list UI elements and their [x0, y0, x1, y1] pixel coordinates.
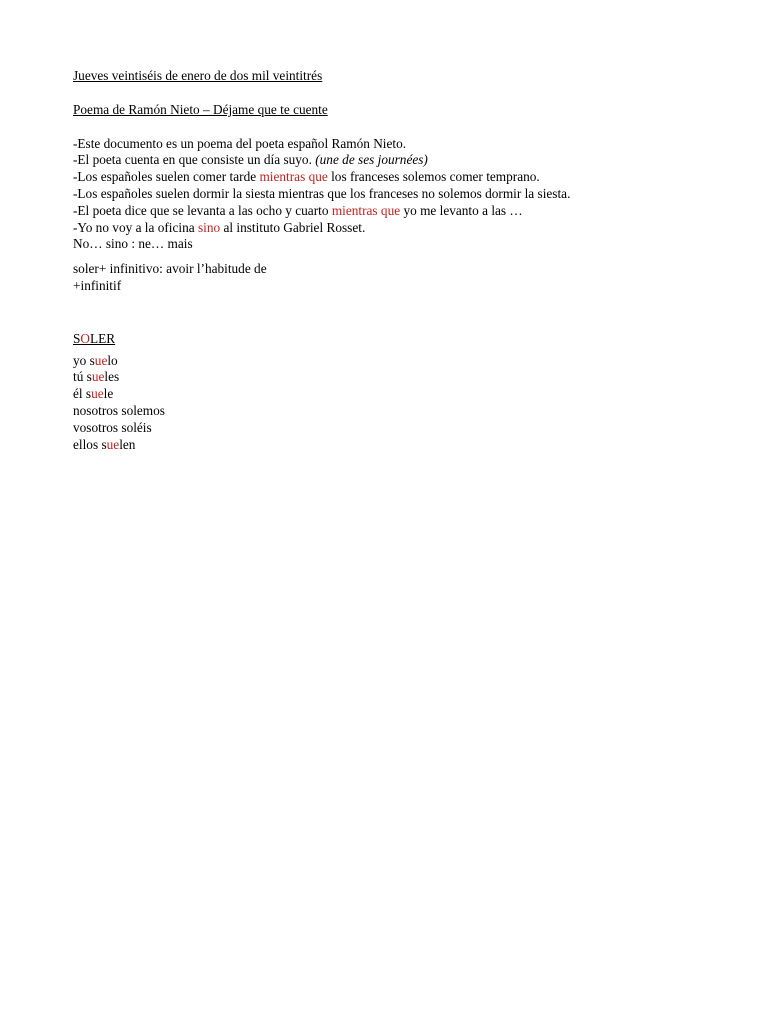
conjugation-text: le [103, 386, 114, 402]
conjugation-text: vosotros soléis [73, 419, 152, 435]
verb-heading-highlight: O [80, 330, 91, 346]
bullet-text: -Este documento es un poema del poeta español Ramón Nieto. [73, 135, 407, 151]
bullet-text: -Los españoles suelen dormir la siesta mientras que los franceses no solemos dormir la siesta. [73, 185, 571, 201]
usage-note [73, 261, 708, 295]
bullet-line [73, 136, 708, 153]
bullet-text: -Yo no voy a la oficina [73, 219, 198, 235]
bullet-text: los franceses solemos comer temprano. [327, 169, 540, 185]
conjugation-text: ellos s [73, 436, 107, 452]
conjugation-highlight: ue [91, 369, 105, 385]
bullet-line [73, 236, 708, 253]
bullet-highlight: mientras que [259, 169, 328, 185]
bullet-line [73, 152, 708, 169]
conjugation-highlight: ue [91, 386, 104, 402]
bullet-line [73, 220, 708, 237]
bullet-text: al instituto Gabriel Rosset. [220, 219, 366, 235]
bullet-text: -El poeta cuenta en que consiste un día suyo. [73, 152, 316, 168]
conjugation-highlight: ue [94, 352, 108, 368]
conjugation-row [73, 420, 708, 437]
conjugation-row [73, 353, 708, 370]
conjugation-row [73, 386, 708, 403]
bullet-line [73, 186, 708, 203]
bullet-line [73, 203, 708, 220]
note-line: +infinitif [73, 277, 122, 293]
note-line: soler+ infinitivo: avoir l’habitude de [73, 261, 267, 277]
conjugation-text: lo [107, 352, 118, 368]
conjugation-text: les [104, 369, 120, 385]
bullet-highlight: sino [197, 219, 221, 235]
conjugation-row [73, 437, 708, 454]
poem-title: Poema de Ramón Nieto – Déjame que te cuente [73, 101, 328, 117]
bullet-text: -El poeta dice que se levanta a las ocho y cuarto [73, 202, 332, 218]
conjugation-row [73, 403, 708, 420]
conjugation-text: tú s [73, 369, 92, 385]
bullet-translation: (une de ses journées) [315, 152, 428, 168]
date-line: Jueves veintiséis de enero de dos mil veintitrés [73, 68, 323, 83]
bullet-list [73, 136, 708, 254]
bullet-text: yo me levanto a las … [400, 202, 523, 218]
conjugation-text: len [119, 436, 136, 452]
bullet-highlight: mientras que [331, 202, 401, 218]
verb-heading [73, 331, 708, 348]
conjugation-text: nosotros solemos [73, 402, 165, 418]
bullet-line [73, 169, 708, 186]
conjugation-highlight: ue [106, 436, 120, 452]
conjugation-row [73, 369, 708, 386]
document-page [73, 68, 708, 453]
conjugation-table [73, 353, 708, 454]
conjugation-text: yo s [73, 352, 95, 368]
bullet-text: -Los españoles suelen comer tarde [73, 169, 260, 185]
verb-heading-text: S [73, 330, 81, 346]
verb-heading-text: LER [90, 330, 116, 346]
conjugation-text: él s [73, 386, 92, 402]
bullet-text: No… sino : ne… mais [73, 236, 193, 252]
